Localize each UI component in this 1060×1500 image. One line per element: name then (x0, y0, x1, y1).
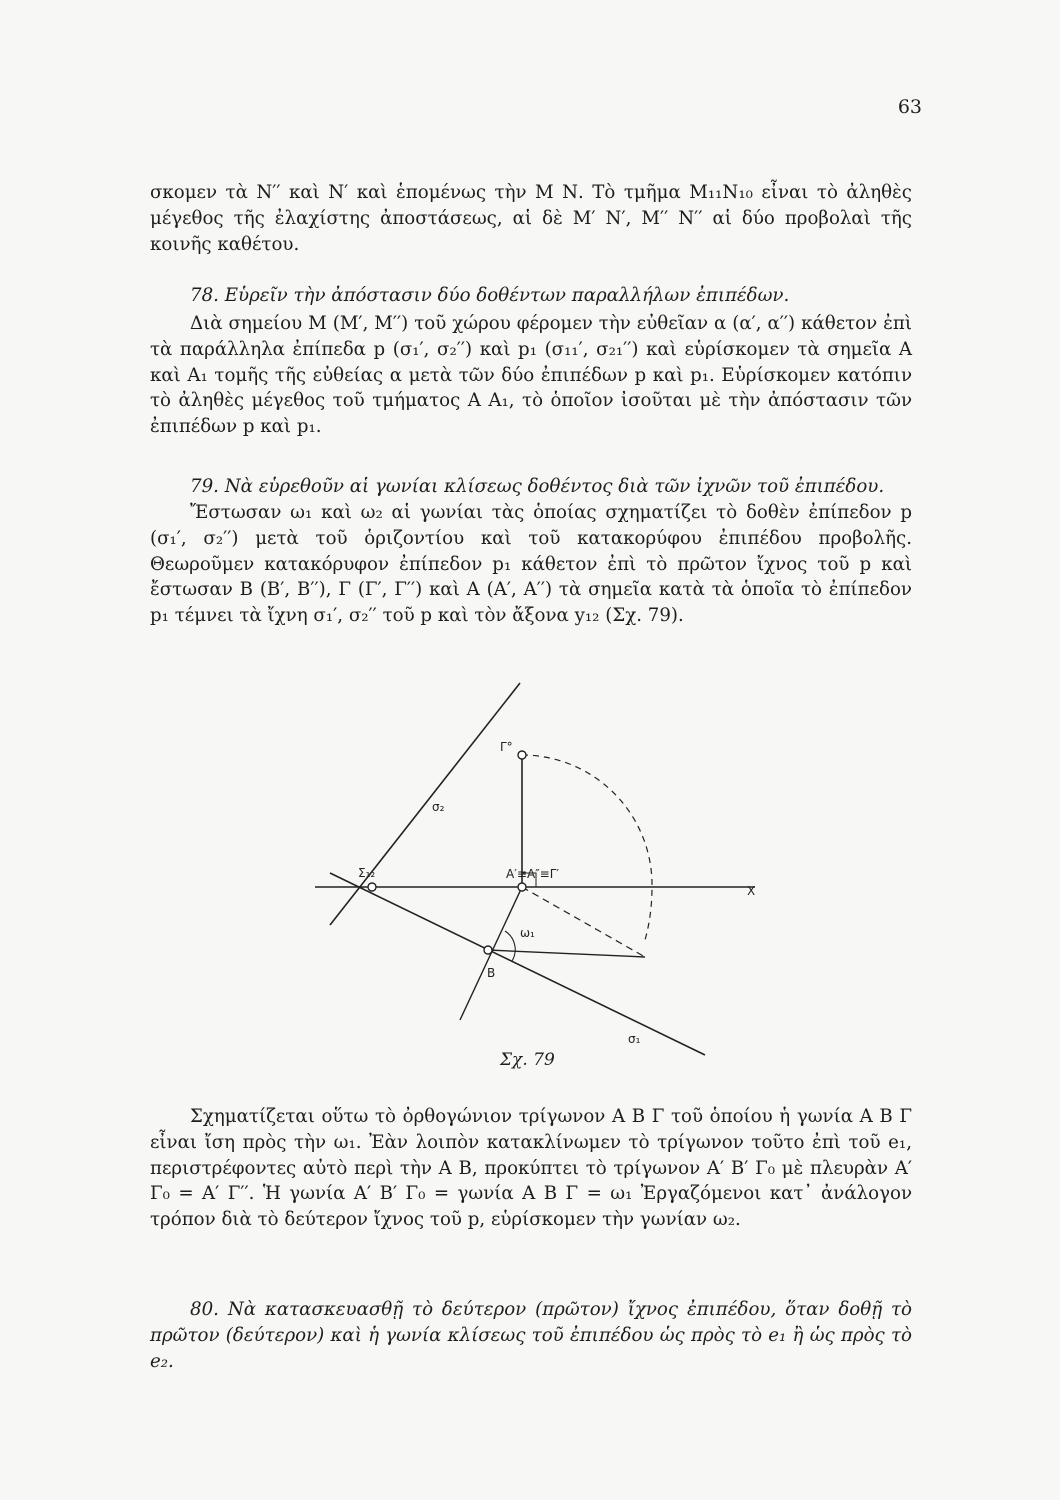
label-a-equals: Α′≡Α″≡Γ′ (506, 867, 560, 881)
dashed-arc (522, 755, 652, 940)
label-omega1: ω₁ (520, 926, 535, 940)
section-78-text: Διὰ σημείου Μ (Μ′, Μ′′) τοῦ χώρου φέρομεν τὴν εὐθεῖαν α (α′, α′′) κάθετον ἐπὶ τὰ παράλληλα ἐπίπεδα p (σ₁′, σ₂′′) καὶ p₁ (σ₁₁′, σ₂₁′′) καὶ εὑρίσκομεν τὰ σημεῖα Α καὶ Α₁ τομῆς τῆς εὐθείας α μετὰ τῶν δύο ἐπιπέδων p καὶ p₁. Εὑρίσκομεν κατόπιν τὸ ἀληθὲς μέγεθος τοῦ τμήματος Α Α₁, τὸ ὁποῖον ἰσοῦται μὲ τὴν ἀπόστασιν τῶν ἐπιπέδων p καὶ p₁. (150, 313, 912, 438)
section-78-title: Εὑρεῖν τὴν ἀπόστασιν δύο δοθέντων παραλλήλων ἐπιπέδων. (224, 285, 790, 306)
label-sigma1: σ₁ (628, 1032, 641, 1046)
gamma0-point (518, 751, 526, 759)
section-79-title: Νὰ εὑρεθοῦν αἱ γωνίαι κλίσεως δοθέντος διὰ τῶν ἰχνῶν τοῦ ἐπιπέδου. (224, 476, 885, 497)
a-point (518, 883, 526, 891)
omega-angle-arc (505, 931, 515, 961)
label-x-axis: Χ (747, 884, 756, 898)
paragraph-after-figure: Σχηματίζεται οὕτω τὸ ὀρθογώνιον τρίγωνον Α Β Γ τοῦ ὁποίου ἡ γωνία Α Β Γ εἶναι ἴση πρὸς τὴν ω₁. Ἐὰν λοιπὸν κατακλίνωμεν τὸ τρίγωνον τοῦτο ἐπὶ τοῦ e₁, περιστρέφοντες αὐτὸ περὶ τὴν Α Β, προκύπτει τὸ τρίγωνον Α′ Β′ Γ₀ μὲ πλευρὰν Α′ Γ₀ = Α′ Γ′′. Ἡ γωνία Α′ Β′ Γ₀ = γωνία Α Β Γ = ω₁ Ἐργαζόμενοι κατ᾽ ἀνάλογον τρόπον διὰ τὸ δεύτερον ἴχνος τοῦ p, εὑρίσκομεν τὴν γωνίαν ω₂. (150, 1106, 912, 1231)
label-sigma2: σ₂ (432, 800, 445, 814)
b-gamma-line (488, 950, 645, 957)
section-79-heading (190, 474, 912, 500)
section-80-title: Νὰ κατασκευασθῇ τὸ δεύτερον (πρῶτον) ἴχνος ἐπιπέδου, ὅταν δοθῇ τὸ πρῶτον (δεύτερον) καὶ ἡ γωνία κλίσεως τοῦ ἐπιπέδου ὡς πρὸς τὸ e₁ ἢ ὡς πρὸς τὸ e₂. (150, 1299, 912, 1372)
label-sigma12: Σ₁₂ (358, 866, 376, 880)
figure-79-drawing (300, 665, 756, 1050)
label-beta: Β (487, 966, 496, 980)
label-gamma0: Γ° (500, 740, 513, 754)
section-79-number: 79. (190, 476, 219, 497)
section-78-heading (190, 283, 912, 309)
sigma2-trace (330, 683, 520, 925)
sigma12-point (368, 883, 376, 891)
section-79-text: Ἔστωσαν ω₁ καὶ ω₂ αἱ γωνίαι τὰς ὁποίας σχηματίζει τὸ δοθὲν ἐπίπεδον p (σ₁′, σ₂′′) μετὰ τοῦ ὁριζοντίου καὶ τοῦ κατακορύφου ἐπιπέδου προβολῆς. Θεωροῦμεν κατακόρυφον ἐπίπεδον p₁ κάθετον ἐπὶ τὸ πρῶτον ἴχνος τοῦ p καὶ ἔστωσαν Β (Β′, Β′′), Γ (Γ′, Γ′′) καὶ Α (Α′, Α′′) τὰ σημεῖα κατὰ τὰ ὁποῖα τὸ ἐπίπεδον p₁ τέμνει τὰ ἴχνη σ₁′, σ₂′′ τοῦ p καὶ τὸν ἄξονα y₁₂ (Σχ. 79). (150, 502, 912, 627)
b-point (484, 946, 492, 954)
figure-caption: Σχ. 79 (500, 1050, 555, 1070)
page-number: 63 (897, 96, 922, 118)
section-80-number: 80. (190, 1299, 219, 1320)
dashed-line (522, 887, 645, 957)
section-78-number: 78. (190, 285, 219, 306)
figure-79 (300, 665, 756, 1050)
sigma1-trace (330, 873, 705, 1055)
intro-paragraph: σκομεν τὰ Ν′′ καὶ Ν′ καὶ ἑπομένως τὴν Μ Ν. Τὸ τμῆμα Μ₁₁Ν₁₀ εἶναι τὸ ἀληθὲς μέγεθος τῆς ἐλαχίστης ἀποστάσεως, αἱ δὲ Μ′ Ν′, Μ′′ Ν′′ αἱ δύο προβολαὶ τῆς κοινῆς καθέτου. (150, 182, 912, 255)
section-80-heading (150, 1297, 912, 1374)
